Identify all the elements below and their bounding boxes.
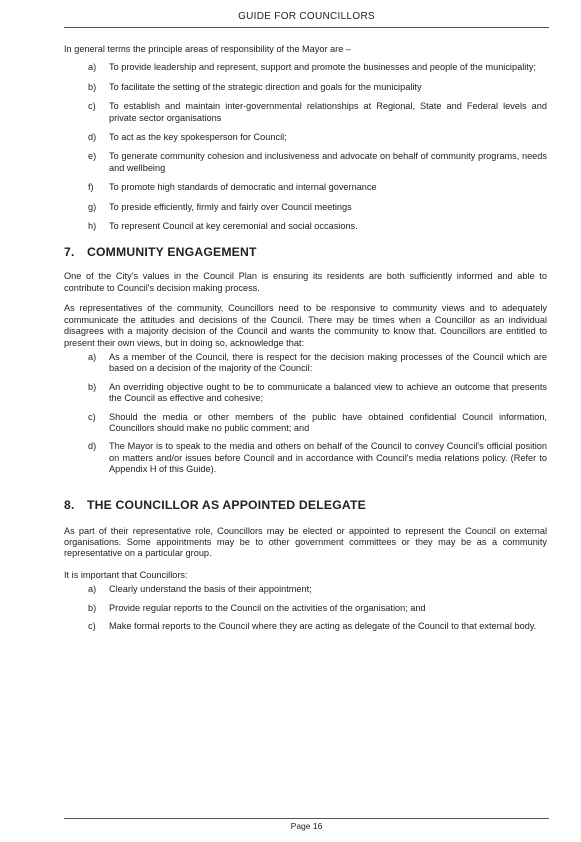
mayor-responsibilities-list	[64, 62, 547, 232]
list-item-label: b)	[88, 81, 97, 92]
section-8-paragraph-1: As part of their representative role, Councillors may be elected or appointed to represent the Council on external organisations. Some appointments may be to other government committees or they may be as a community representative on a particular group.	[64, 525, 547, 559]
list-item-text: To promote high standards of democratic and internal governance	[109, 182, 377, 193]
list-item-text: To represent Council at key ceremonial and social occasions.	[109, 221, 358, 232]
list-item-text: To preside efficiently, firmly and fairly over Council meetings	[109, 201, 352, 212]
list-item-text: Provide regular reports to the Council on the activities of the organisation; and	[109, 602, 426, 613]
header-title: GUIDE FOR COUNCILLORS	[238, 11, 375, 22]
list-item-text: To act as the key spokesperson for Council;	[109, 132, 287, 143]
list-item-label: c)	[88, 101, 96, 112]
list-item	[64, 621, 547, 632]
list-item-text: Should the media or other members of the public have obtained confidential Council information, Councillors should make no public comment; and	[109, 411, 547, 433]
list-item-text: An overriding objective ought to be to communicate a balanced view to achieve an outcome that presents the Council as effective and cohesive;	[109, 381, 547, 404]
list-item	[64, 382, 547, 405]
list-item	[64, 101, 547, 124]
section-7-number: 7.	[64, 245, 75, 260]
section-8-number: 8.	[64, 497, 75, 512]
list-item	[64, 603, 547, 614]
list-item	[64, 412, 547, 435]
section-7-paragraph-2: As representatives of the community, Councillors need to be responsive to community views and to adequately communicate the attitudes and decisions of the Council. There may be times when a Councillor as an individual disagrees with a majority decision of the Council and wants the community to know that. Councillors are entitled to present their own views, but in doing so, acknowledge that:	[64, 303, 547, 348]
list-item	[64, 352, 547, 375]
list-item-label: c)	[88, 411, 96, 422]
page-header	[64, 10, 549, 28]
section-8-list	[64, 584, 547, 632]
list-item-label: g)	[88, 201, 97, 212]
section-8-paragraph-2: It is important that Councillors:	[64, 569, 188, 580]
list-item-label: a)	[88, 62, 97, 73]
list-item	[64, 182, 547, 193]
list-item-label: d)	[88, 132, 97, 143]
list-item-label: f)	[88, 182, 94, 193]
section-7-heading	[64, 245, 547, 259]
list-item-label: c)	[88, 621, 96, 631]
list-item	[64, 151, 547, 174]
list-item-text: To establish and maintain inter-governmental relationships at Regional, State and Federal levels and private sector organisations	[109, 101, 547, 123]
list-item	[64, 62, 547, 73]
page-content	[64, 44, 547, 632]
list-item-text: To generate community cohesion and inclusiveness and advocate on behalf of community programs, needs and wellbeing	[109, 151, 547, 173]
intro-paragraph: In general terms the principle areas of responsibility of the Mayor are –	[64, 44, 351, 54]
list-item-label: b)	[88, 602, 97, 613]
list-item-label: a)	[88, 351, 97, 362]
list-item-label: a)	[88, 584, 97, 595]
list-item	[64, 584, 547, 595]
list-item	[64, 221, 547, 232]
list-item-text: Make formal reports to the Council where they are acting as delegate of the Council to that external body.	[109, 621, 537, 631]
list-item-label: e)	[88, 151, 97, 162]
section-8-heading	[64, 498, 547, 512]
section-7-list	[64, 352, 547, 476]
list-item	[64, 202, 547, 213]
page-footer	[64, 818, 549, 831]
list-item-label: h)	[88, 221, 97, 232]
list-item-text: As a member of the Council, there is respect for the decision making processes of the Council which are based on a decision of the majority of the Council:	[109, 351, 547, 374]
list-item-label: b)	[88, 381, 97, 392]
list-item	[64, 132, 547, 143]
list-item-text: To facilitate the setting of the strategic direction and goals for the municipality	[109, 81, 422, 92]
list-item	[64, 82, 547, 93]
list-item-text: Clearly understand the basis of their appointment;	[109, 584, 312, 595]
section-7-title: COMMUNITY ENGAGEMENT	[87, 245, 257, 260]
list-item-text: The Mayor is to speak to the media and others on behalf of the Council to convey Council's official position on matters and/or issues before Council and in accordance with Council's media relations policy. (Refer to Appendix H of this Guide).	[109, 441, 547, 475]
list-item-text: To provide leadership and represent, support and promote the businesses and people of the municipality;	[109, 62, 536, 73]
list-item	[64, 441, 547, 475]
list-item-label: d)	[88, 441, 97, 452]
section-7-paragraph-1: One of the City's values in the Council Plan is ensuring its residents are both sufficiently informed and able to contribute to Council's decision making process.	[64, 271, 547, 293]
section-8-title: THE COUNCILLOR AS APPOINTED DELEGATE	[87, 497, 366, 512]
page-number: Page 16	[290, 821, 323, 831]
